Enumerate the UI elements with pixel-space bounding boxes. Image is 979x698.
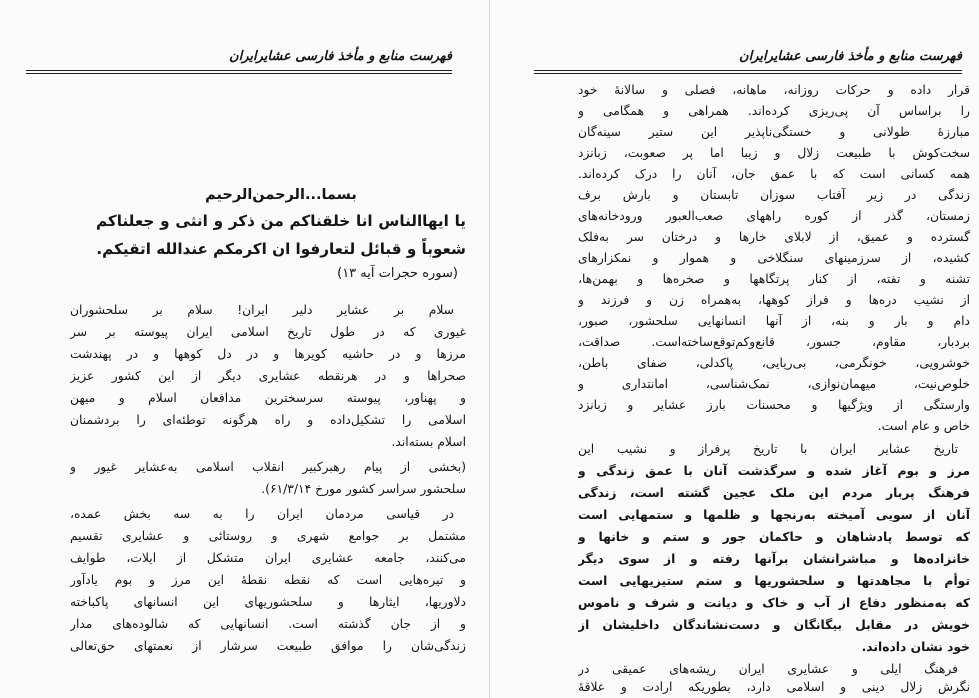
text-line: بردبار، مقاوم، جسور، قانع‌وکم‌توقع‌ساخته‌است. صداقت، — [578, 335, 970, 349]
text-line: آنان از سویی آمیخته به‌رنجها و ظلمها و ستمهایی است — [578, 508, 970, 522]
running-header: فهرست منابع و مأخذ فارسی عشایرایران — [229, 49, 452, 64]
text-line: زندگی‌شان را موافق طبیعت سرشار از نعمتهای حق‌تعالی — [70, 639, 466, 653]
text-line: در قیاسی مردمان ایران را به سه بخش عمده، — [70, 507, 454, 521]
left-page — [0, 0, 489, 698]
text-line: و تیره‌هایی است که نقطه نقطهٔ این مرز و بوم یادآور — [70, 573, 466, 587]
text-line: زمستان، گذر از کوره راههای صعب‌العبور ورودخانه‌های — [578, 209, 970, 223]
text-line: دلاوریها، ایثارها و سلحشوریهای این انسانهای پاکباخته — [70, 595, 466, 609]
text-line: فرهنگ ایلی و عشایری ایران ریشه‌های عمیقی در — [578, 662, 958, 676]
text-line: اسلامی را تشکیل‌داده و راه هرگونه توطئه‌ای را بردشمنان — [70, 413, 466, 427]
bismillah-heading: بسما...الرحمن‌الرحیم — [205, 187, 357, 203]
text-line: تاریخ عشایر ایران با تاریخ پرفراز و نشیب این — [578, 442, 958, 456]
text-line: خانزاده‌ها و مباشرانشان برآنها رفته و از سوی دیگر — [578, 552, 970, 566]
text-line: (بخشی از پیام رهبرکبیر انقلاب اسلامی به‌عشایر غیور و — [70, 460, 466, 474]
text-line: خویش در مقابل بیگانگان و دست‌نشاندگان داخلیشان از — [578, 618, 970, 632]
text-line: سلحشور سراسر کشور مورخ ۶۱/۳/۱۴). — [261, 482, 466, 496]
text-line: وارستگی از ویژگیها و محسنات بارز عشایر و زبانزد — [578, 398, 970, 412]
text-line: دام و بار و بنه، از آنها انسانهایی سلحشور، صبور، — [578, 314, 970, 328]
text-line: و از جان گذشته است. انسانهایی که شالوده‌های مدار — [70, 617, 466, 631]
text-line: و پهناور، پیوسته سرسخترین مدافعان اسلام و میهن — [70, 391, 466, 405]
text-line: قرار داده و حرکات روزانه، ماهانه، فصلی و سالانهٔ خود — [578, 83, 970, 97]
text-line: فرهنگ پربار مردم این ملک عجین گشته است، زندگی — [578, 486, 970, 500]
text-line: گسترده و عمیق، از لابلای خارها و درختان سر به‌فلک — [578, 230, 970, 244]
text-line: که توسط پادشاهان و حاکمان جور و ستم و خانها و — [578, 530, 970, 544]
text-line: خاص و عام است. — [877, 419, 970, 433]
text-line: سلام بر عشایر دلیر ایران! سلام بر سلحشوران — [70, 303, 454, 317]
text-line: کشیده، از سرزمینهای سنگلاخی و هموار و نمکزارهای — [578, 251, 970, 265]
text-line: خلوص‌نیت، میهمان‌نوازی، نمک‌شناسی، امانتداری و — [578, 377, 970, 391]
text-line: نگرش زلال دینی و اسلامی دارد، بطوریکه ارادت و علاقهٔ — [578, 680, 970, 694]
text-line: مرزها و در حاشیه کویرها و در دل کوهها و در پهندشت — [70, 347, 466, 361]
text-line: اسلام بسته‌اند. — [391, 435, 466, 449]
text-line: توأم با مجاهدتها و سلحشوریها و ستم ستیزیهایی است — [578, 574, 970, 588]
verse-line: شعوباً و قبائل لتعارفوا ان اکرمکم عندالله اتقیکم. — [96, 240, 466, 258]
header-rule — [534, 70, 962, 74]
surah-reference: (سوره حجرات آیه ۱۳) — [337, 266, 458, 281]
text-line: خوشرویی، خونگرمی، بی‌ریایی، پاکدلی، صفای باطن، — [578, 356, 970, 370]
header-rule — [26, 70, 452, 74]
text-line: مبارزهٔ طولانی و خستگی‌ناپذیر این ستیر سینه‌گان — [578, 125, 970, 139]
text-line: تشنه و تفته، از کنار پرتگاهها و صخره‌ها و بهمن‌ها، — [578, 272, 970, 286]
text-line: از نشیب دره‌ها و فراز کوهها، به‌همراه زن و فرزند و — [578, 293, 970, 307]
text-line: سخت‌کوش با طبیعت زلال و زیبا اما پر صعوبت، زبانزد — [578, 146, 970, 160]
text-line: مشتمل بر جوامع شهری و روستائی و عشایری تقسیم — [70, 529, 466, 543]
text-line: مرز و بوم آغاز شده و سرگذشت آنان با عمق زندگی و — [578, 464, 970, 478]
text-line: صحراها و در هرنقطه عشایری دیگر از این کشور عزیز — [70, 369, 466, 383]
text-line: خود نشان داده‌اند. — [861, 640, 970, 654]
right-page — [490, 0, 979, 698]
text-line: که به‌منظور دفاع از آب و خاک و دیانت و شرف و ناموس — [578, 596, 970, 610]
verse-line: یا ایها‌الناس انا خلقناکم من ذکر و انثی و جعلناکم — [96, 212, 466, 230]
running-header: فهرست منابع و مأخذ فارسی عشایرایران — [739, 49, 962, 64]
text-line: همه کسانی است که با عمق جان، آنان را درک کرده‌اند. — [578, 167, 970, 181]
text-line: را براساس آن پی‌ریزی کرده‌اند. همراهی و همگامی و — [578, 104, 970, 118]
text-line: می‌کنند، جامعه عشایری ایران متشکل از ایلات، طوایف — [70, 551, 466, 565]
text-line: زندگی در زیر آفتاب سوزان تابستان و بارش برف — [578, 188, 970, 202]
text-line: غیوری که در طول تاریخ اسلامی ایران پیوسته بر سر — [70, 325, 466, 339]
